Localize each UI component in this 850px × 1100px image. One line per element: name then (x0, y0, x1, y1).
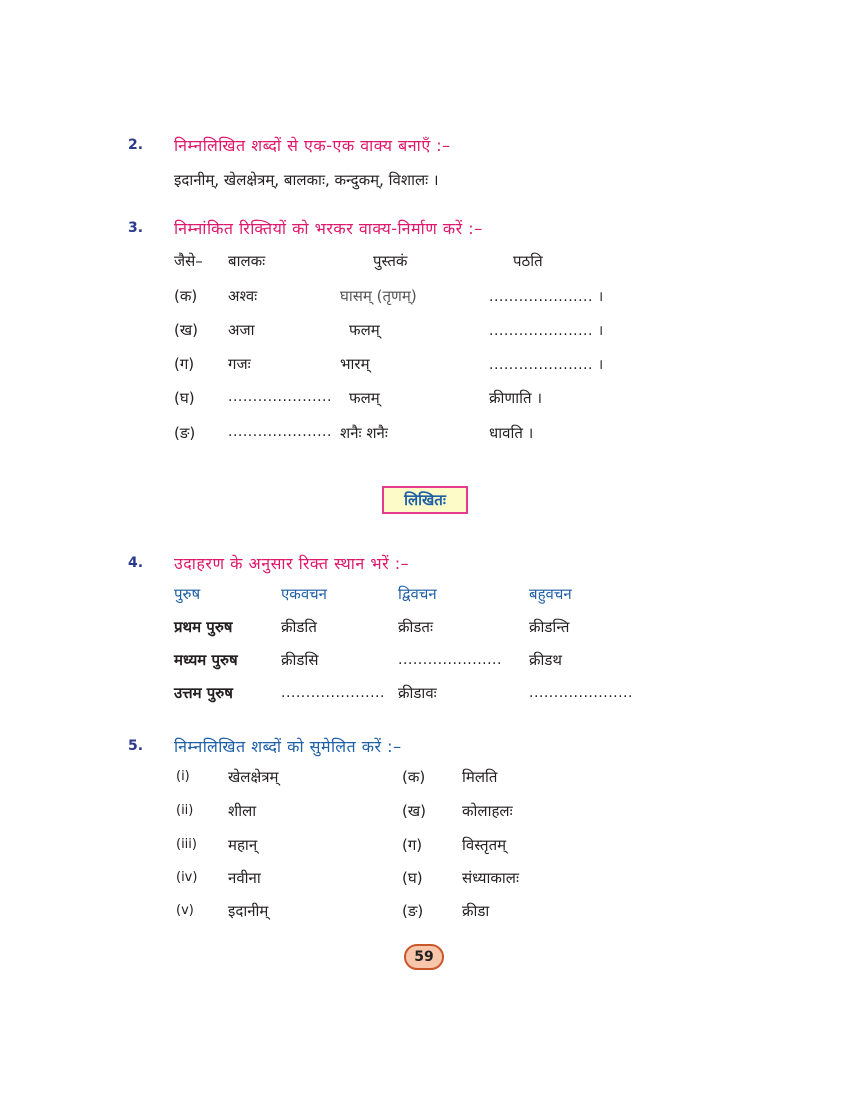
q5-left-word: महान् (228, 836, 258, 854)
q4-row-ek: क्रीडसि (281, 651, 319, 669)
q5-right-marker: (ख) (402, 802, 426, 820)
q3-row-object: घासम् (तृणम्) (340, 287, 417, 305)
q5-left-word: शीला (228, 802, 257, 820)
q4-heading: उदाहरण के अनुसार रिक्त स्थान भरें :– (174, 554, 410, 573)
section-label-box (382, 486, 468, 514)
q5-left-word: इदानीम् (228, 902, 269, 920)
q4-row-bahu: क्रीडन्ति (529, 618, 570, 636)
q4-row-bahu: ..................... (529, 685, 633, 701)
q3-row-marker: (ख) (174, 321, 198, 339)
q4-col-dvivachan: द्विवचन (398, 585, 437, 603)
q3-row-subject: ..................... (228, 424, 332, 440)
q2-number: 2. (128, 137, 144, 153)
q5-right-marker: (ग) (402, 836, 423, 854)
q3-row-verb: ..................... । (489, 289, 604, 305)
q5-right-word: संध्याकालः (462, 869, 519, 887)
q4-row-purush: प्रथम पुरुष (174, 618, 233, 636)
q3-row-marker: (क) (174, 287, 198, 305)
q5-heading: निम्नलिखित शब्दों को सुमेलित करें :– (174, 737, 402, 756)
q5-right-word: कोलाहलः (462, 802, 513, 820)
q5-right-word: क्रीडा (462, 902, 490, 920)
q3-row-subject: अजा (228, 321, 255, 339)
q4-col-purush: पुरुष (174, 585, 201, 603)
q3-row-subject: ..................... (228, 389, 332, 405)
q3-row-object: फलम् (349, 389, 380, 407)
q3-example-label: जैसे– (174, 252, 203, 270)
q5-left-word: खेलक्षेत्रम् (228, 768, 279, 786)
q3-row-verb: ..................... । (489, 323, 604, 339)
q3-row-object: शनैः शनैः (340, 424, 388, 442)
q3-row-marker: (ग) (174, 355, 195, 373)
q3-row-marker: (घ) (174, 389, 195, 407)
q3-heading: निम्नांकित रिक्तियों को भरकर वाक्य-निर्माण करें :– (174, 219, 483, 238)
q4-row-purush: उत्तम पुरुष (174, 684, 233, 702)
q3-example-object: पुस्तकं (373, 252, 408, 270)
page-number: 59 (414, 949, 434, 965)
q4-number: 4. (128, 555, 144, 571)
q3-row-subject: अश्वः (228, 287, 258, 305)
q4-row-purush: मध्यम पुरुष (174, 651, 238, 669)
q4-row-bahu: क्रीडथ (529, 651, 563, 669)
q4-row-ek: क्रीडति (281, 618, 317, 636)
q3-row-verb: क्रीणाति । (489, 389, 543, 407)
q5-left-marker: (iv) (176, 870, 198, 885)
q3-example-verb: पठति (513, 252, 543, 270)
q3-number: 3. (128, 220, 144, 236)
q5-left-marker: (v) (176, 903, 194, 918)
q3-row-marker: (ङ) (174, 424, 196, 442)
q5-left-marker: (ii) (176, 803, 194, 818)
q4-col-bahuvachan: बहुवचन (529, 585, 572, 603)
section-label: लिखितः (404, 491, 446, 509)
q4-row-dvi: क्रीडावः (398, 684, 437, 702)
q2-words: इदानीम्, खेलक्षेत्रम्, बालकाः, कन्दुकम्, विशालः । (174, 171, 439, 189)
q5-left-marker: (iii) (176, 837, 197, 852)
q3-row-subject: गजः (228, 355, 251, 373)
q4-row-ek: ..................... (281, 685, 385, 701)
q5-right-marker: (ङ) (402, 902, 424, 920)
q5-right-word: विस्तृतम् (462, 836, 507, 854)
q3-example-subject: बालकः (228, 252, 266, 270)
q5-right-word: मिलति (462, 768, 498, 786)
q5-left-marker: (i) (176, 769, 190, 784)
q4-col-ekvachan: एकवचन (281, 585, 328, 603)
q4-row-dvi: ..................... (398, 652, 502, 668)
q5-left-word: नवीना (228, 869, 261, 887)
q3-row-verb: ..................... । (489, 357, 604, 373)
q3-row-verb: धावति । (489, 424, 534, 442)
q5-right-marker: (क) (402, 768, 426, 786)
q5-number: 5. (128, 738, 144, 754)
q5-right-marker: (घ) (402, 869, 423, 887)
q2-heading: निम्नलिखित शब्दों से एक-एक वाक्य बनाएँ :– (174, 136, 451, 155)
q3-row-object: भारम् (340, 355, 370, 373)
q4-row-dvi: क्रीडतः (398, 618, 434, 636)
page-number-badge (404, 944, 444, 970)
q3-row-object: फलम् (349, 321, 380, 339)
